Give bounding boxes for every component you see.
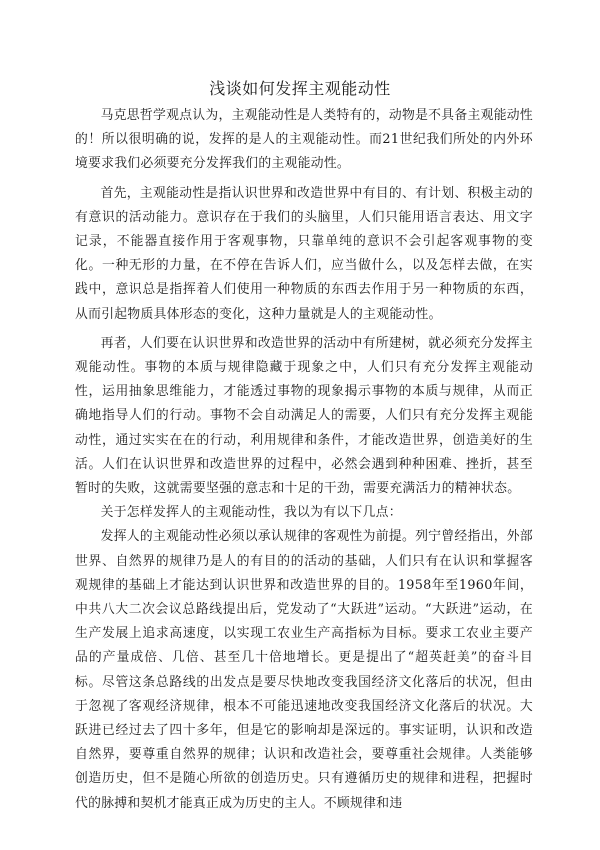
document-body <box>75 104 533 816</box>
paragraph-how-to-intro: 关于怎样发挥人的主观能动性，我以为有以下几点： <box>100 505 402 521</box>
paragraph-second-point: 再者，人们要在认识世界和改造世界的活动中有所建树，就必须充分发挥主观能动性。事物的本质与规律隐藏于现象之中，人们只有充分发挥主观能动性，运用抽象思维能力，才能透过事物的现象揭示事物的本质与规律，从而正确地指导人们的行动。事物不会自动满足人的需要，人们只有充分发挥主观能动性，通过实实在在的行动，利用规律和条件，才能改造世界，创造美好的生活。人们在认识世界和改造世界的过程中，必然会遇到种种困难、挫折，甚至暂时的失败，这就需要坚强的意志和十足的干劲，需要充满活力的精神状态。 <box>75 335 533 497</box>
paragraph-intro: 马克思哲学观点认为，主观能动性是人类特有的，动物是不具备主观能动性的！所以很明确的说，发挥的是人的主观能动性。而21世纪我们所处的内外环境要求我们必须要充分发挥我们的主观能动性。 <box>75 108 533 172</box>
paragraph-objective-law: 发挥人的主观能动性必须以承认规律的客观性为前提。列宁曾经指出，外部世界、自然界的规律乃是人的有目的的活动的基础，人们只有在认识和掌握客观规律的基础上才能达到认识世界和改造世界的目的。1958年至1960年间，中共八大二次会议总路线提出后，党发动了“大跃进”运动。“大跃进”运动，在生产发展上追求高速度，以实现工农业生产高指标为目标。要求工农业主要产品的产量成倍、几倍、甚至几十倍地增长。更是提出了“超英赶美”的奋斗目标。尽管这条总路线的出发点是要尽快地改变我国经济文化落后的状况，但由于忽视了客观经济规律，根本不可能迅速地改变我国经济文化落后的状况。大跃进已经过去了四十多年，但是它的影响却是深远的。事实证明，认识和改造自然界，要尊重自然界的规律；认识和改造社会，要尊重社会规律。人类能够创造历史，但不是随心所欲的创造历史。只有遵循历史的规律和进程，把握时代的脉搏和契机才能真正成为历史的主人。不顾规律和违 <box>75 529 533 811</box>
paragraph-first-point: 首先，主观能动性是指认识世界和改造世界中有目的、有计划、积极主动的有意识的活动能力。意识存在于我们的头脑里，人们只能用语言表达、用文字记录，不能器直接作用于客观事物，只靠单纯的意识不会引起客观事物的变化。一种无形的力量，在不停在告诉人们，应当做什么，以及怎样去做，在实践中，意识总是指挥着人们使用一种物质的东西去作用于另一种物质的东西，从而引起物质具体形态的变化，这种力量就是人的主观能动性。 <box>75 185 533 322</box>
document-title: 浅谈如何发挥主观能动性 <box>209 79 391 98</box>
